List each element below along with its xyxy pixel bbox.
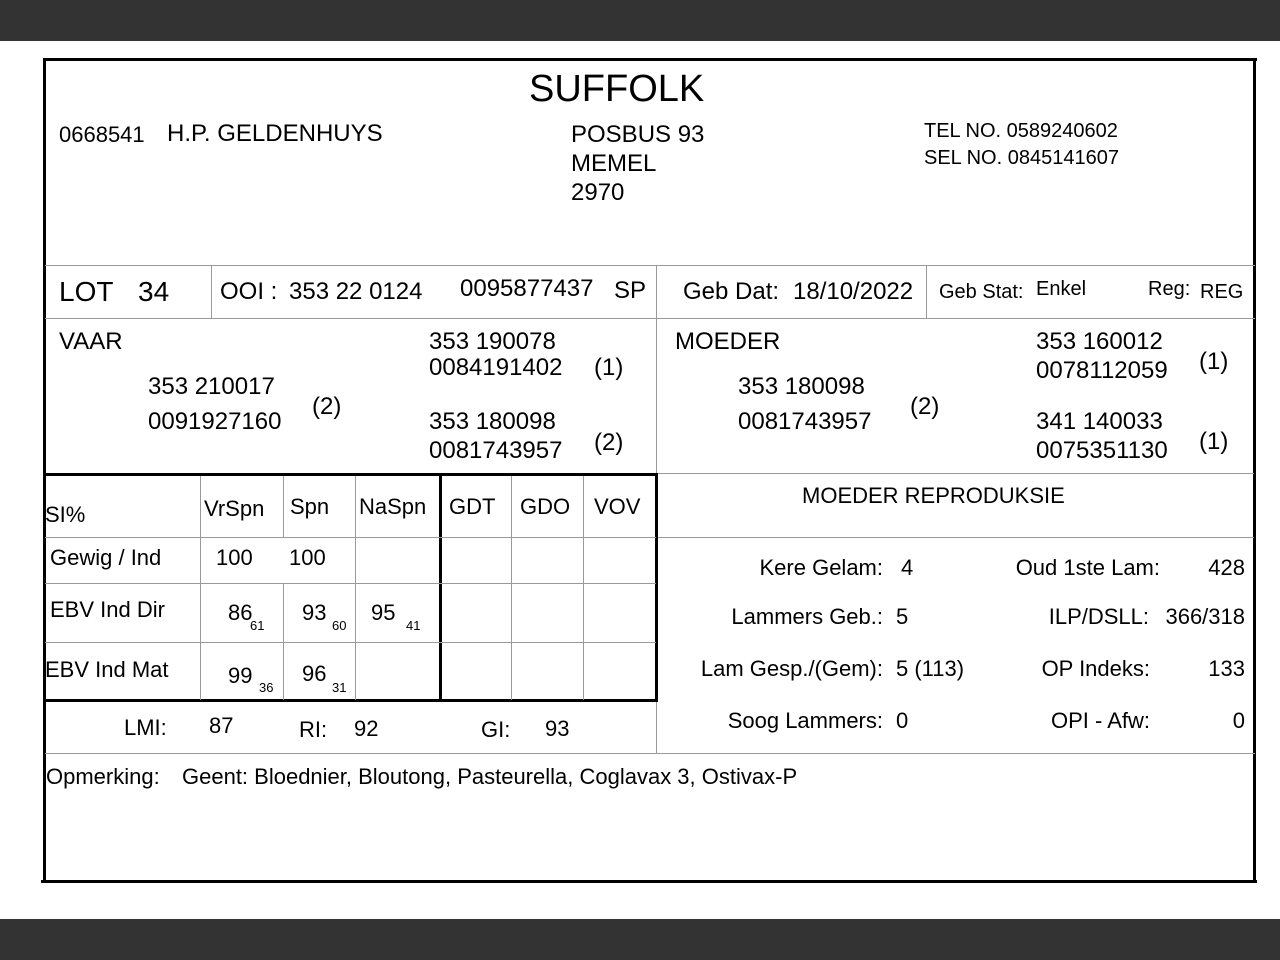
vaar-dam-code: (2) <box>594 429 624 456</box>
vaar-sire-id: 353 190078 <box>429 328 556 355</box>
vaar-dam-id: 353 180098 <box>429 408 556 435</box>
perf-header-vrspn: VrSpn <box>204 496 265 521</box>
ebv-mat-spn-acc: 31 <box>332 680 347 695</box>
frame-bottom <box>41 880 1257 883</box>
perf-row-3 <box>45 642 656 643</box>
perf-header-si: SI% <box>45 502 86 527</box>
owner-id: 0668541 <box>59 122 145 147</box>
vaar-sire-reg: 0084191402 <box>429 354 563 381</box>
address-line2: MEMEL <box>571 150 657 177</box>
ebv-mat-spn: 96 <box>302 661 327 686</box>
geb-dat-value: 18/10/2022 <box>793 278 914 305</box>
frame-left <box>43 58 46 883</box>
gewig-vrspn: 100 <box>216 545 253 570</box>
vaar-id: 353 210017 <box>148 373 275 400</box>
perf-row-2 <box>45 583 656 584</box>
divider-header <box>45 265 1255 266</box>
ebv-dir-spn-acc: 60 <box>332 618 347 633</box>
op-indeks-value: 133 <box>1208 656 1245 681</box>
ebv-dir-vrspn-acc: 61 <box>250 618 265 633</box>
ooi-code: SP <box>614 277 647 304</box>
ebv-dir-naspn: 95 <box>371 600 396 625</box>
divider-pedigree-right <box>656 473 1254 474</box>
lam-gesp-value: 5 (113) <box>896 656 965 681</box>
oud-1ste-value: 428 <box>1208 555 1245 580</box>
moeder-reg: 0081743957 <box>738 408 872 435</box>
vaar-reg: 0091927160 <box>148 408 282 435</box>
ebv-mat-label: EBV Ind Mat <box>45 657 169 682</box>
divider-vaar-moeder <box>656 318 657 473</box>
kere-gelam-label: Kere Gelam: <box>759 555 883 580</box>
lot-label: LOT <box>59 276 114 307</box>
moeder-dam-code: (1) <box>1199 428 1229 455</box>
perf-frame-bottom <box>43 699 658 702</box>
divider-ooi-geb <box>656 265 657 319</box>
ooi-reg: 0095877437 <box>460 275 594 302</box>
owner-name: H.P. GELDENHUYS <box>167 120 383 147</box>
moeder-label: MOEDER <box>675 328 781 355</box>
perf-divider-bold <box>439 473 442 702</box>
geb-stat-value: Enkel <box>1036 278 1087 300</box>
perf-col-1 <box>200 476 201 700</box>
ebv-dir-naspn-acc: 41 <box>406 618 421 633</box>
ooi-label: OOI : <box>220 278 278 305</box>
reg-value: REG <box>1200 281 1244 303</box>
reg-label: Reg: <box>1148 278 1191 300</box>
perf-header-spn: Spn <box>290 494 330 519</box>
perf-header-vov: VOV <box>594 494 641 519</box>
address-line1: POSBUS 93 <box>571 121 705 148</box>
perf-col-3 <box>355 476 356 700</box>
ilp-label: ILP/DSLL: <box>1048 604 1149 629</box>
ebv-mat-vrspn: 99 <box>228 663 253 688</box>
lmi-label: LMI: <box>124 715 167 740</box>
lot-number: 34 <box>138 276 170 307</box>
perf-header-naspn: NaSpn <box>359 494 427 519</box>
gewig-label: Gewig / Ind <box>50 545 162 570</box>
ooi-id: 353 22 0124 <box>289 278 423 305</box>
gi-label: GI: <box>481 717 511 742</box>
ebv-dir-spn: 93 <box>302 600 327 625</box>
lammers-geb-value: 5 <box>896 604 909 629</box>
divider-geb-stat <box>926 265 927 319</box>
vaar-label: VAAR <box>59 328 123 355</box>
lammers-geb-label: Lammers Geb.: <box>731 604 883 629</box>
opi-afw-value: 0 <box>1232 708 1245 733</box>
perf-row-1 <box>45 537 656 538</box>
opi-afw-label: OPI - Afw: <box>1050 708 1150 733</box>
perf-col-5 <box>511 476 512 700</box>
ri-label: RI: <box>299 717 328 742</box>
frame-right <box>1253 58 1256 883</box>
moeder-id: 353 180098 <box>738 373 865 400</box>
vaar-code: (2) <box>312 393 342 420</box>
divider-opmerking <box>45 753 1255 754</box>
breed-title: SUFFOLK <box>529 68 705 110</box>
moeder-sire-reg: 0078112059 <box>1036 357 1168 384</box>
lmi-value: 87 <box>209 713 234 738</box>
op-indeks-label: OP Indeks: <box>1041 656 1150 681</box>
moeder-sire-id: 353 160012 <box>1036 328 1163 355</box>
frame-top <box>43 58 1257 61</box>
gi-value: 93 <box>545 716 570 741</box>
repro-title: MOEDER REPRODUKSIE <box>802 483 1065 508</box>
geb-stat-label: Geb Stat: <box>939 281 1024 303</box>
ilp-value: 366/318 <box>1165 604 1245 629</box>
vaar-dam-reg: 0081743957 <box>429 437 563 464</box>
kere-gelam-value: 4 <box>901 555 914 580</box>
address-line3: 2970 <box>571 179 625 206</box>
perf-col-2a <box>283 476 284 538</box>
divider-repro-title <box>656 537 1254 538</box>
lam-gesp-label: Lam Gesp./(Gem): <box>700 656 883 681</box>
perf-header-gdt: GDT <box>449 494 496 519</box>
moeder-dam-id: 341 140033 <box>1036 408 1163 435</box>
oud-1ste-label: Oud 1ste Lam: <box>1015 555 1160 580</box>
top-letterbox-bar <box>0 0 1280 41</box>
ebv-dir-vrspn: 86 <box>228 600 253 625</box>
moeder-code: (2) <box>910 393 940 420</box>
ebv-mat-vrspn-acc: 36 <box>259 680 274 695</box>
tel-number: TEL NO. 0589240602 <box>924 120 1118 142</box>
moeder-dam-reg: 0075351130 <box>1036 437 1168 464</box>
soog-value: 0 <box>896 708 909 733</box>
opmerking-label: Opmerking: <box>46 764 160 789</box>
vaar-sire-code: (1) <box>594 354 624 381</box>
divider-lot <box>45 318 1255 319</box>
bottom-letterbox-bar <box>0 919 1280 960</box>
ebv-dir-label: EBV Ind Dir <box>50 597 165 622</box>
perf-frame-top <box>43 473 658 476</box>
soog-label: Soog Lammers: <box>727 708 883 733</box>
lot-card <box>43 58 1257 884</box>
ri-value: 92 <box>354 716 379 741</box>
opmerking-text: Geent: Bloednier, Bloutong, Pasteurella, Coglavax 3, Ostivax-P <box>182 764 798 789</box>
sel-number: SEL NO. 0845141607 <box>924 147 1119 169</box>
geb-dat-label: Geb Dat: <box>683 278 780 305</box>
perf-frame-right <box>655 473 658 702</box>
perf-col-6 <box>583 476 584 700</box>
moeder-sire-code: (1) <box>1199 348 1229 375</box>
perf-header-gdo: GDO <box>520 494 571 519</box>
divider-lot-ooi <box>211 265 212 319</box>
gewig-spn: 100 <box>289 545 326 570</box>
